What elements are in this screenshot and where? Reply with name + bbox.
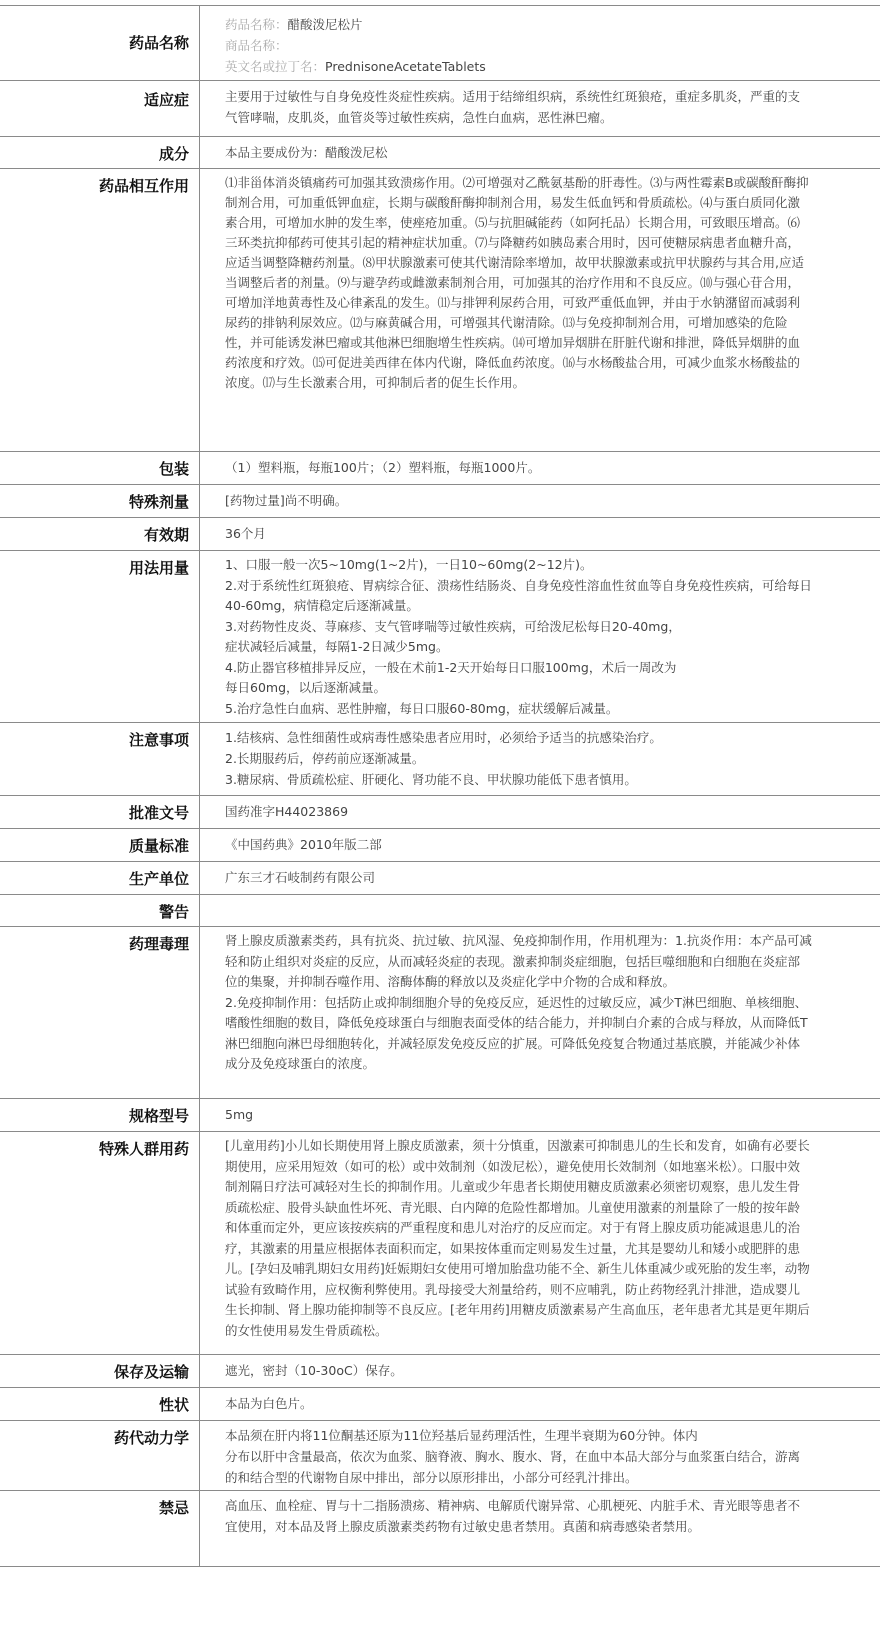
row-value: 本品为白色片。 [225,1396,313,1411]
row-shelf-life [0,518,880,551]
row-value: [儿童用药]小儿如长期使用肾上腺皮质激素，须十分慎重，因激素可抑制患儿的生长和发育，如确有必要长期使用，应采用短效（如可的松）或中效制剂（如泼尼松），避免使用长效制剂（如地塞米松）。口服中效制剂隔日疗法可减轻对生长的抑制作用。儿童或少年患者长期使用糖皮质激素必须密切观察，患儿发生骨质疏松症、股骨头缺血性坏死、青光眼、白内障的危险性都增加。儿童使用激素的剂量除了一般的按年龄和体重而定外，更应该按疾病的严重程度和患儿对治疗的反应而定。对于有肾上腺皮质功能减退患儿的治疗，其激素的用量应根据体表面积而定，如果按体重而定则易发生过量，尤其是婴幼儿和矮小或肥胖的患儿。[孕妇及哺乳期妇女用药]妊娠期妇女使用可增加胎盘功能不全、新生儿体重减少或死胎的发生率，动物试验有致畸作用，应权衡利弊使用。乳母接受大剂量给药，则不应哺乳，防止药物经乳汁排泄，造成婴儿生长抑制、肾上腺功能抑制等不良反应。[老年用药]用糖皮质激素易产生高血压，老年患者尤其是更年期后的女性使用易发生骨质疏松。 [225,1138,810,1338]
row-value [200,6,880,81]
row-approval-number [0,796,880,829]
row-label: 包装 [0,452,200,485]
row-indications [0,81,880,137]
row-value: （1）塑料瓶，每瓶100片；（2）塑料瓶，每瓶1000片。 [225,460,541,475]
dosage-line: 2.对于系统性红斑狼疮、胃病综合征、溃疡性结肠炎、自身免疫性溶血性贫血等自身免疫性疾病，可给每日40-60mg，病情稳定后逐渐减量。 [225,577,812,613]
row-value: [药物过量]尚不明确。 [225,493,348,508]
row-ingredients [0,137,880,169]
dosage-line: 每日60mg，以后逐渐减量。 [225,680,387,695]
precaution-line: 1.结核病、急性细菌性或病毒性感染患者应用时，必须给予适当的抗感染治疗。 [225,730,662,745]
row-label: 警告 [0,895,200,927]
row-packaging [0,452,880,485]
row-value: 遮光，密封（10-30oC）保存。 [225,1363,403,1378]
dosage-line: 5.治疗急性白血病、恶性肿瘤，每日口服60-80mg，症状缓解后减量。 [225,700,619,716]
pharmacology-paragraph: 肾上腺皮质激素类药，具有抗炎、抗过敏、抗风湿、免疫抑制作用，作用机理为：1.抗炎作用：本产品可减轻和防止组织对炎症的反应，从而减轻炎症的表现。激素抑制炎症细胞，包括巨噬细胞和白细胞在炎症部位的集聚，并抑制吞噬作用、溶酶体酶的释放以及炎症化学中介物的合成和释放。 [225,933,812,989]
row-value: 主要用于过敏性与自身免疫性炎症性疾病。适用于结缔组织病，系统性红斑狼疮，重症多肌炎，严重的支气管哮喘，皮肌炎，血管炎等过敏性疾病，急性白血病，恶性淋巴瘤。 [225,89,801,125]
row-label: 禁忌 [0,1491,200,1567]
row-label: 规格型号 [0,1099,200,1132]
row-label: 有效期 [0,518,200,551]
generic-name-label: 药品名称： [225,17,288,32]
row-special-dosage [0,485,880,518]
dosage-line: 3.对药物性皮炎、荨麻疹、支气管哮喘等过敏性疾病，可给泼尼松每日20-40mg， [225,618,681,634]
row-label: 药品相互作用 [0,169,200,452]
dosage-line: 症状减轻后减量，每隔1-2日减少5mg。 [225,639,449,654]
generic-name-value: 醋酸泼尼松片 [287,17,363,32]
row-label: 特殊人群用药 [0,1132,200,1355]
row-value [200,895,880,927]
row-value: 5mg [225,1107,254,1122]
row-quality-standard [0,829,880,862]
row-label: 特殊剂量 [0,485,200,518]
precaution-line: 3.糖尿病、骨质疏松症、肝硬化、肾功能不良、甲状腺功能低下患者慎用。 [225,772,637,787]
row-label: 质量标准 [0,829,200,862]
row-label: 药理毒理 [0,927,200,1099]
row-storage [0,1355,880,1388]
row-drug-name [0,6,880,81]
row-value: ⑴非甾体消炎镇痛药可加强其致溃疡作用。⑵可增强对乙酰氨基酚的肝毒性。⑶与两性霉素B或碳酸酐酶抑制剂合用，可加重低钾血症，长期与碳酸酐酶抑制剂合用，易发生低血钙和骨质疏松。⑷与蛋白质同化激素合用，可增加水肿的发生率，使痤疮加重。⑸与抗胆碱能药（如阿托品）长期合用，可致眼压增高。⑹三环类抗抑郁药可使其引起的精神症状加重。⑺与降糖药如胰岛素合用时，因可使糖尿病患者血糖升高，应适当调整降糖药剂量。⑻甲状腺激素可使其代谢清除率增加，故甲状腺激素或抗甲状腺药与其合用,应适当调整后者的剂量。⑼与避孕药或雌激素制剂合用，可加强其的治疗作用和不良反应。⑽与强心苷合用，可增加洋地黄毒性及心律紊乱的发生。⑾与排钾利尿药合用，可致严重低血钾，并由于水钠潴留而减弱利尿药的排钠利尿效应。⑿与麻黄碱合用，可增强其代谢清除。⒀与免疫抑制剂合用，可增加感染的危险性，并可能诱发淋巴瘤或其他淋巴细胞增生性疾病。⒁可增加异烟肼在肝脏代谢和排泄，降低异烟肼的血药浓度和疗效。⒂可促进美西律在体内代谢，降低血药浓度。⒃与水杨酸盐合用，可减少血浆水杨酸盐的浓度。⒄与生长激素合用，可抑制后者的促生长作用。 [225,175,809,390]
row-value: 国药准字H44023869 [225,804,349,819]
row-label: 生产单位 [0,862,200,895]
row-label: 性状 [0,1388,200,1421]
row-label: 注意事项 [0,723,200,796]
row-value: 广东三才石岐制药有限公司 [225,870,376,885]
row-appearance [0,1388,880,1421]
english-name-value: PrednisoneAcetateTablets [325,59,486,74]
row-value: 36个月 [225,526,266,541]
row-value: 高血压、血栓症、胃与十二指肠溃疡、精神病、电解质代谢异常、心肌梗死、内脏手术、青光眼等患者不宜使用，对本品及肾上腺皮质激素类药物有过敏史患者禁用。真菌和病毒感染者禁用。 [225,1498,801,1534]
row-pharmacokinetics [0,1421,880,1491]
row-label: 药代动力学 [0,1421,200,1491]
row-contraindications [0,1491,880,1567]
pharmacology-paragraph: 2.免疫抑制作用：包括防止或抑制细胞介导的免疫反应，延迟性的过敏反应，减少T淋巴细胞、单核细胞、嗜酸性细胞的数目，降低免疫球蛋白与细胞表面受体的结合能力，并抑制白介素的合成与释放，从而降低T淋巴细胞向淋巴母细胞转化，并减轻原发免疫反应的扩展。可降低免疫复合物通过基底膜，并能减少补体成分及免疫球蛋白的浓度。 [225,994,808,1071]
row-value [200,551,880,723]
row-value [200,1421,880,1491]
row-interactions [0,169,880,452]
row-label: 批准文号 [0,796,200,829]
row-value [200,723,880,796]
trade-name-label: 商品名称： [225,38,288,53]
row-specification [0,1099,880,1132]
row-manufacturer [0,862,880,895]
pk-line: 分布以肝中含量最高，依次为血浆、脑脊液、胸水、腹水、肾，在血中本品大部分与血浆蛋白结合，游离的和结合型的代谢物自尿中排出，部分以原形排出，小部分可经乳汁排出。 [225,1449,801,1485]
row-label: 药品名称 [0,6,200,81]
dosage-line: 4.防止器官移植排异反应，一般在术前1-2天开始每日口服100mg，术后一周改为 [225,659,677,675]
dosage-line: 1、口服一般一次5~10mg(1~2片)，一日10~60mg(2~12片)。 [225,557,593,572]
precaution-line: 2.长期服药后，停药前应逐渐减量。 [225,751,425,766]
pk-line: 本品须在肝内将11位酮基还原为11位羟基后显药理活性，生理半衰期为60分钟。体内 [225,1428,698,1443]
row-value [200,927,880,1099]
row-label: 适应症 [0,81,200,137]
row-value: 本品主要成份为：醋酸泼尼松 [225,145,388,160]
row-label: 用法用量 [0,551,200,723]
row-precautions [0,723,880,796]
drug-spec-table [0,5,880,1567]
row-value: 《中国药典》2010年版二部 [225,837,382,852]
row-dosage [0,551,880,723]
row-warning [0,895,880,927]
row-special-populations [0,1132,880,1355]
row-label: 保存及运输 [0,1355,200,1388]
row-label: 成分 [0,137,200,169]
row-pharmacology [0,927,880,1099]
english-name-label: 英文名或拉丁名： [225,59,326,74]
